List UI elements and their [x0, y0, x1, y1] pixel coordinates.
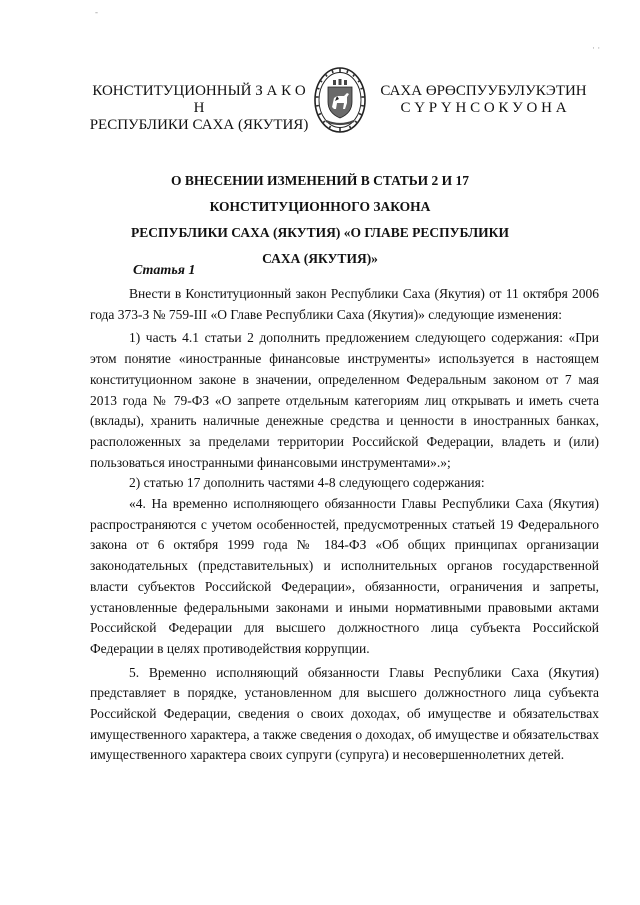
header-right-line: С Ү Р Ү Н С О К У О Н А	[400, 100, 567, 116]
header-left-line: РЕСПУБЛИКИ САХА (ЯКУТИЯ)	[89, 117, 309, 133]
document-title-line: О ВНЕСЕНИИ ИЗМЕНЕНИЙ В СТАТЬИ 2 И 17 КОНСТИТУЦИОННОГО ЗАКОНА	[170, 173, 470, 214]
header-left	[88, 83, 310, 134]
article-body	[90, 284, 599, 766]
coat-of-arms-emblem	[313, 66, 367, 134]
article-heading: Статья 1	[133, 263, 196, 278]
header-right-line: САХА ӨРӨСПУУБУЛУКЭТИН	[380, 83, 587, 99]
body-paragraph: Внести в Конституционный закон Республики Саха (Якутия) от 11 октября 2006 года 373-З № 759-III «О Главе Республики Саха (Якутия)» следующие изменения:	[90, 286, 599, 322]
document-title-line: РЕСПУБЛИКИ САХА (ЯКУТИЯ) «О ГЛАВЕ РЕСПУБЛИКИ САХА (ЯКУТИЯ)»	[131, 225, 509, 266]
scan-mark: · ·	[592, 43, 601, 53]
body-paragraph: 1) часть 4.1 статьи 2 дополнить предложением следующего содержания: «При этом понятие «иностранные финансовые инструменты» используется в настоящем конституционном законе в значении, определенном Федеральным законом от 7 мая 2013 года № 79-ФЗ «О запрете отдельным категориям лиц открывать и иметь счета (вклады), хранить наличные денежные средства и ценности в иностранных банках, расположенных за пределами территории Российской Федерации, владеть и (или) пользоваться иностранными финансовыми инструментами».»;	[90, 330, 599, 470]
document-title	[115, 168, 525, 272]
scan-mark: -	[95, 7, 98, 17]
body-paragraph: 5. Временно исполняющий обязанности Главы Республики Саха (Якутия) представляет в порядке, установленном для высшего должностного лица субъекта Российской Федерации, сведения о своих доходах, об имуществе и обязательствах имущественного характера, а также сведения о доходах, об имуществе и обязательствах имущественного характера своих супруги (супруга) и несовершеннолетних детей.	[90, 664, 599, 763]
body-paragraph: «4. На временно исполняющего обязанности Главы Республики Саха (Якутия) распространяются с учетом особенностей, предусмотренных статьей 19 Федерального закона от 6 октября 1999 года № 184-ФЗ «Об общих принципах организации законодательных (представительных) и исполнительных органов государственной власти субъектов Российской Федерации», обязанности, ограничения и запреты, установленные федеральными законами и иными нормативными правовыми актами Российской Федерации для высшего должностного лица субъекта Российской Федерации в целях противодействия коррупции.	[90, 496, 599, 656]
header-left-line: КОНСТИТУЦИОННЫЙ З А К О Н	[92, 83, 306, 116]
body-paragraph: 2) статью 17 дополнить частями 4-8 следующего содержания:	[129, 475, 485, 491]
header-right	[376, 83, 591, 117]
